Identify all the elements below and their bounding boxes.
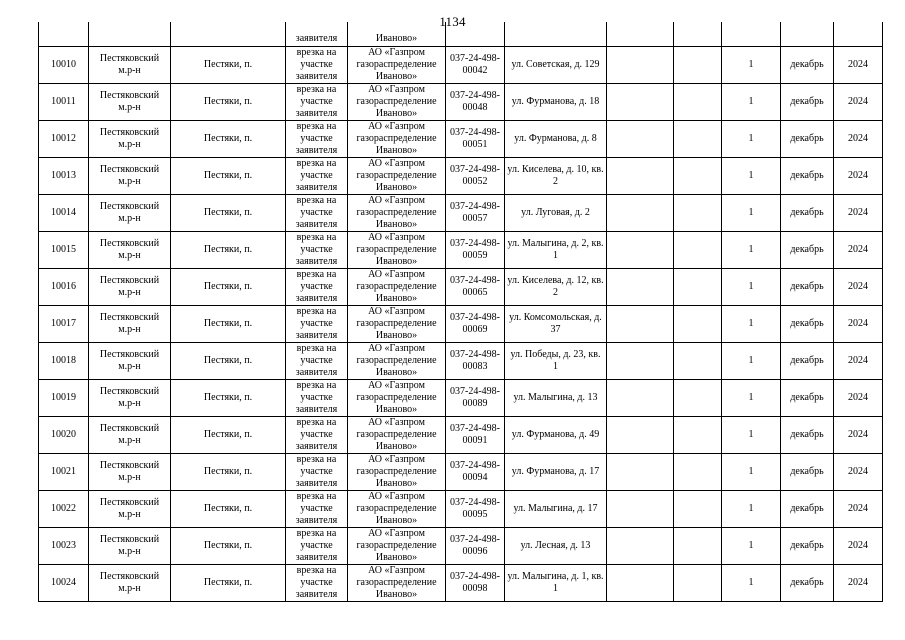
cell-district: Пестяковский м.р-н [89,491,171,528]
cell-empty-1 [607,22,674,47]
cell-empty-2 [674,269,722,306]
cell-owner: АО «Газпром газораспределение Иваново» [348,158,446,195]
table-row [39,380,883,417]
cell-empty-1 [607,343,674,380]
cell-method: врезка на участке заявителя [286,121,348,158]
cell-owner: АО «Газпром газораспределение Иваново» [348,84,446,121]
cell-id: 10017 [39,306,89,343]
cell-method: врезка на участке заявителя [286,454,348,491]
cell-empty-1 [607,565,674,602]
cell-id: 10015 [39,232,89,269]
cell-district: Пестяковский м.р-н [89,269,171,306]
cell-district: Пестяковский м.р-н [89,47,171,84]
cell-year: 2024 [834,306,883,343]
cell-code [446,22,505,47]
cell-owner: АО «Газпром газораспределение Иваново» [348,454,446,491]
cell-count: 1 [722,454,781,491]
cell-district: Пестяковский м.р-н [89,380,171,417]
cell-method: врезка на участке заявителя [286,269,348,306]
cell-id [39,22,89,47]
cell-settlement: Пестяки, п. [171,195,286,232]
cell-owner: АО «Газпром газораспределение Иваново» [348,491,446,528]
cell-year: 2024 [834,84,883,121]
cell-owner: АО «Газпром газораспределение Иваново» [348,417,446,454]
cell-year: 2024 [834,121,883,158]
cell-year [834,22,883,47]
table-row [39,232,883,269]
cell-empty-1 [607,195,674,232]
page-number: 1134 [439,14,466,29]
cell-district: Пестяковский м.р-н [89,195,171,232]
cell-count: 1 [722,47,781,84]
cell-settlement: Пестяки, п. [171,158,286,195]
cell-month [781,22,834,47]
cell-month: декабрь [781,232,834,269]
cell-month: декабрь [781,565,834,602]
cell-year: 2024 [834,565,883,602]
cell-settlement: Пестяки, п. [171,232,286,269]
cell-address: ул. Луговая, д. 2 [505,195,607,232]
cell-year: 2024 [834,47,883,84]
cell-settlement: Пестяки, п. [171,417,286,454]
cell-empty-1 [607,158,674,195]
cell-owner: Иваново» [348,22,446,47]
cell-month: декабрь [781,454,834,491]
cell-id: 10018 [39,343,89,380]
cell-count: 1 [722,158,781,195]
cell-district: Пестяковский м.р-н [89,121,171,158]
cell-settlement [171,22,286,47]
cell-empty-1 [607,47,674,84]
cell-empty-1 [607,232,674,269]
table-row [39,528,883,565]
cell-count: 1 [722,491,781,528]
cell-district: Пестяковский м.р-н [89,158,171,195]
cell-method: врезка на участке заявителя [286,84,348,121]
cell-owner: АО «Газпром газораспределение Иваново» [348,47,446,84]
cell-id: 10016 [39,269,89,306]
cell-code: 037-24-498-00051 [446,121,505,158]
cell-address: ул. Лесная, д. 13 [505,528,607,565]
cell-owner: АО «Газпром газораспределение Иваново» [348,121,446,158]
cell-empty-2 [674,158,722,195]
table-row [39,454,883,491]
table-row [39,47,883,84]
cell-owner: АО «Газпром газораспределение Иваново» [348,306,446,343]
cell-code: 037-24-498-00059 [446,232,505,269]
cell-empty-1 [607,306,674,343]
table-row [39,491,883,528]
cell-month: декабрь [781,380,834,417]
cell-empty-2 [674,565,722,602]
cell-count: 1 [722,528,781,565]
cell-empty-1 [607,417,674,454]
cell-count: 1 [722,232,781,269]
cell-address: ул. Фурманова, д. 49 [505,417,607,454]
cell-district: Пестяковский м.р-н [89,454,171,491]
cell-district: Пестяковский м.р-н [89,343,171,380]
cell-settlement: Пестяки, п. [171,47,286,84]
cell-id: 10014 [39,195,89,232]
cell-month: декабрь [781,269,834,306]
cell-district: Пестяковский м.р-н [89,565,171,602]
cell-method: врезка на участке заявителя [286,528,348,565]
cell-method: врезка на участке заявителя [286,47,348,84]
cell-empty-2 [674,454,722,491]
cell-method: врезка на участке заявителя [286,306,348,343]
cell-empty-2 [674,232,722,269]
gas-connection-table [38,22,883,602]
cell-id: 10013 [39,158,89,195]
cell-empty-1 [607,528,674,565]
cell-id: 10010 [39,47,89,84]
cell-id: 10022 [39,491,89,528]
cell-empty-2 [674,22,722,47]
cell-method: врезка на участке заявителя [286,195,348,232]
cell-owner: АО «Газпром газораспределение Иваново» [348,343,446,380]
cell-empty-1 [607,380,674,417]
partial-table-row [39,22,883,47]
cell-owner: АО «Газпром газораспределение Иваново» [348,380,446,417]
table-row [39,417,883,454]
cell-code: 037-24-498-00052 [446,158,505,195]
cell-month: декабрь [781,528,834,565]
cell-settlement: Пестяки, п. [171,528,286,565]
cell-address: ул. Победы, д. 23, кв. 1 [505,343,607,380]
cell-empty-2 [674,84,722,121]
cell-count: 1 [722,121,781,158]
cell-month: декабрь [781,195,834,232]
cell-count: 1 [722,380,781,417]
cell-empty-2 [674,528,722,565]
cell-address [505,22,607,47]
cell-address: ул. Малыгина, д. 13 [505,380,607,417]
cell-year: 2024 [834,417,883,454]
cell-address: ул. Малыгина, д. 1, кв. 1 [505,565,607,602]
cell-settlement: Пестяки, п. [171,343,286,380]
cell-month: декабрь [781,491,834,528]
cell-count: 1 [722,565,781,602]
cell-empty-1 [607,84,674,121]
cell-month: декабрь [781,306,834,343]
cell-settlement: Пестяки, п. [171,306,286,343]
cell-empty-1 [607,269,674,306]
cell-method: врезка на участке заявителя [286,343,348,380]
cell-method: врезка на участке заявителя [286,417,348,454]
cell-method: врезка на участке заявителя [286,158,348,195]
cell-code: 037-24-498-00096 [446,528,505,565]
cell-count: 1 [722,84,781,121]
cell-count: 1 [722,195,781,232]
cell-address: ул. Фурманова, д. 18 [505,84,607,121]
cell-empty-2 [674,195,722,232]
cell-empty-2 [674,343,722,380]
table-row [39,195,883,232]
cell-owner: АО «Газпром газораспределение Иваново» [348,565,446,602]
cell-method: врезка на участке заявителя [286,380,348,417]
table-row [39,84,883,121]
cell-settlement: Пестяки, п. [171,269,286,306]
cell-owner: АО «Газпром газораспределение Иваново» [348,269,446,306]
cell-id: 10019 [39,380,89,417]
cell-month: декабрь [781,158,834,195]
cell-id: 10023 [39,528,89,565]
cell-settlement: Пестяки, п. [171,565,286,602]
cell-count: 1 [722,306,781,343]
cell-code: 037-24-498-00094 [446,454,505,491]
cell-owner: АО «Газпром газораспределение Иваново» [348,195,446,232]
cell-empty-2 [674,491,722,528]
cell-month: декабрь [781,84,834,121]
cell-district: Пестяковский м.р-н [89,84,171,121]
cell-year: 2024 [834,380,883,417]
cell-year: 2024 [834,343,883,380]
cell-code: 037-24-498-00057 [446,195,505,232]
cell-year: 2024 [834,491,883,528]
cell-address: ул. Комсомольская, д. 37 [505,306,607,343]
cell-code: 037-24-498-00048 [446,84,505,121]
cell-code: 037-24-498-00095 [446,491,505,528]
cell-id: 10020 [39,417,89,454]
cell-month: декабрь [781,417,834,454]
cell-empty-2 [674,417,722,454]
cell-district: Пестяковский м.р-н [89,306,171,343]
cell-year: 2024 [834,528,883,565]
table-row [39,306,883,343]
cell-code: 037-24-498-00098 [446,565,505,602]
cell-method: врезка на участке заявителя [286,565,348,602]
cell-empty-2 [674,306,722,343]
cell-address: ул. Киселева, д. 10, кв. 2 [505,158,607,195]
cell-empty-1 [607,121,674,158]
table-row [39,565,883,602]
cell-count [722,22,781,47]
cell-owner: АО «Газпром газораспределение Иваново» [348,232,446,269]
cell-settlement: Пестяки, п. [171,380,286,417]
cell-settlement: Пестяки, п. [171,84,286,121]
cell-month: декабрь [781,47,834,84]
cell-method: заявителя [286,22,348,47]
cell-address: ул. Фурманова, д. 17 [505,454,607,491]
cell-year: 2024 [834,195,883,232]
cell-id: 10012 [39,121,89,158]
cell-district [89,22,171,47]
cell-address: ул. Малыгина, д. 2, кв. 1 [505,232,607,269]
cell-id: 10021 [39,454,89,491]
cell-year: 2024 [834,269,883,306]
cell-empty-2 [674,121,722,158]
cell-count: 1 [722,269,781,306]
cell-district: Пестяковский м.р-н [89,417,171,454]
cell-settlement: Пестяки, п. [171,491,286,528]
cell-code: 037-24-498-00091 [446,417,505,454]
cell-code: 037-24-498-00069 [446,306,505,343]
cell-year: 2024 [834,232,883,269]
cell-count: 1 [722,343,781,380]
cell-year: 2024 [834,158,883,195]
cell-address: ул. Киселева, д. 12, кв. 2 [505,269,607,306]
cell-id: 10011 [39,84,89,121]
cell-code: 037-24-498-00042 [446,47,505,84]
cell-settlement: Пестяки, п. [171,121,286,158]
cell-method: врезка на участке заявителя [286,491,348,528]
cell-empty-2 [674,380,722,417]
cell-code: 037-24-498-00065 [446,269,505,306]
table-row [39,158,883,195]
cell-address: ул. Советская, д. 129 [505,47,607,84]
cell-count: 1 [722,417,781,454]
cell-code: 037-24-498-00083 [446,343,505,380]
cell-district: Пестяковский м.р-н [89,528,171,565]
cell-empty-1 [607,454,674,491]
cell-month: декабрь [781,121,834,158]
cell-empty-1 [607,491,674,528]
cell-month: декабрь [781,343,834,380]
table-row [39,121,883,158]
cell-address: ул. Фурманова, д. 8 [505,121,607,158]
cell-address: ул. Малыгина, д. 17 [505,491,607,528]
table-row [39,269,883,306]
table-row [39,343,883,380]
cell-id: 10024 [39,565,89,602]
cell-settlement: Пестяки, п. [171,454,286,491]
cell-year: 2024 [834,454,883,491]
table-body [39,22,883,602]
cell-owner: АО «Газпром газораспределение Иваново» [348,528,446,565]
cell-method: врезка на участке заявителя [286,232,348,269]
cell-district: Пестяковский м.р-н [89,232,171,269]
cell-empty-2 [674,47,722,84]
cell-code: 037-24-498-00089 [446,380,505,417]
